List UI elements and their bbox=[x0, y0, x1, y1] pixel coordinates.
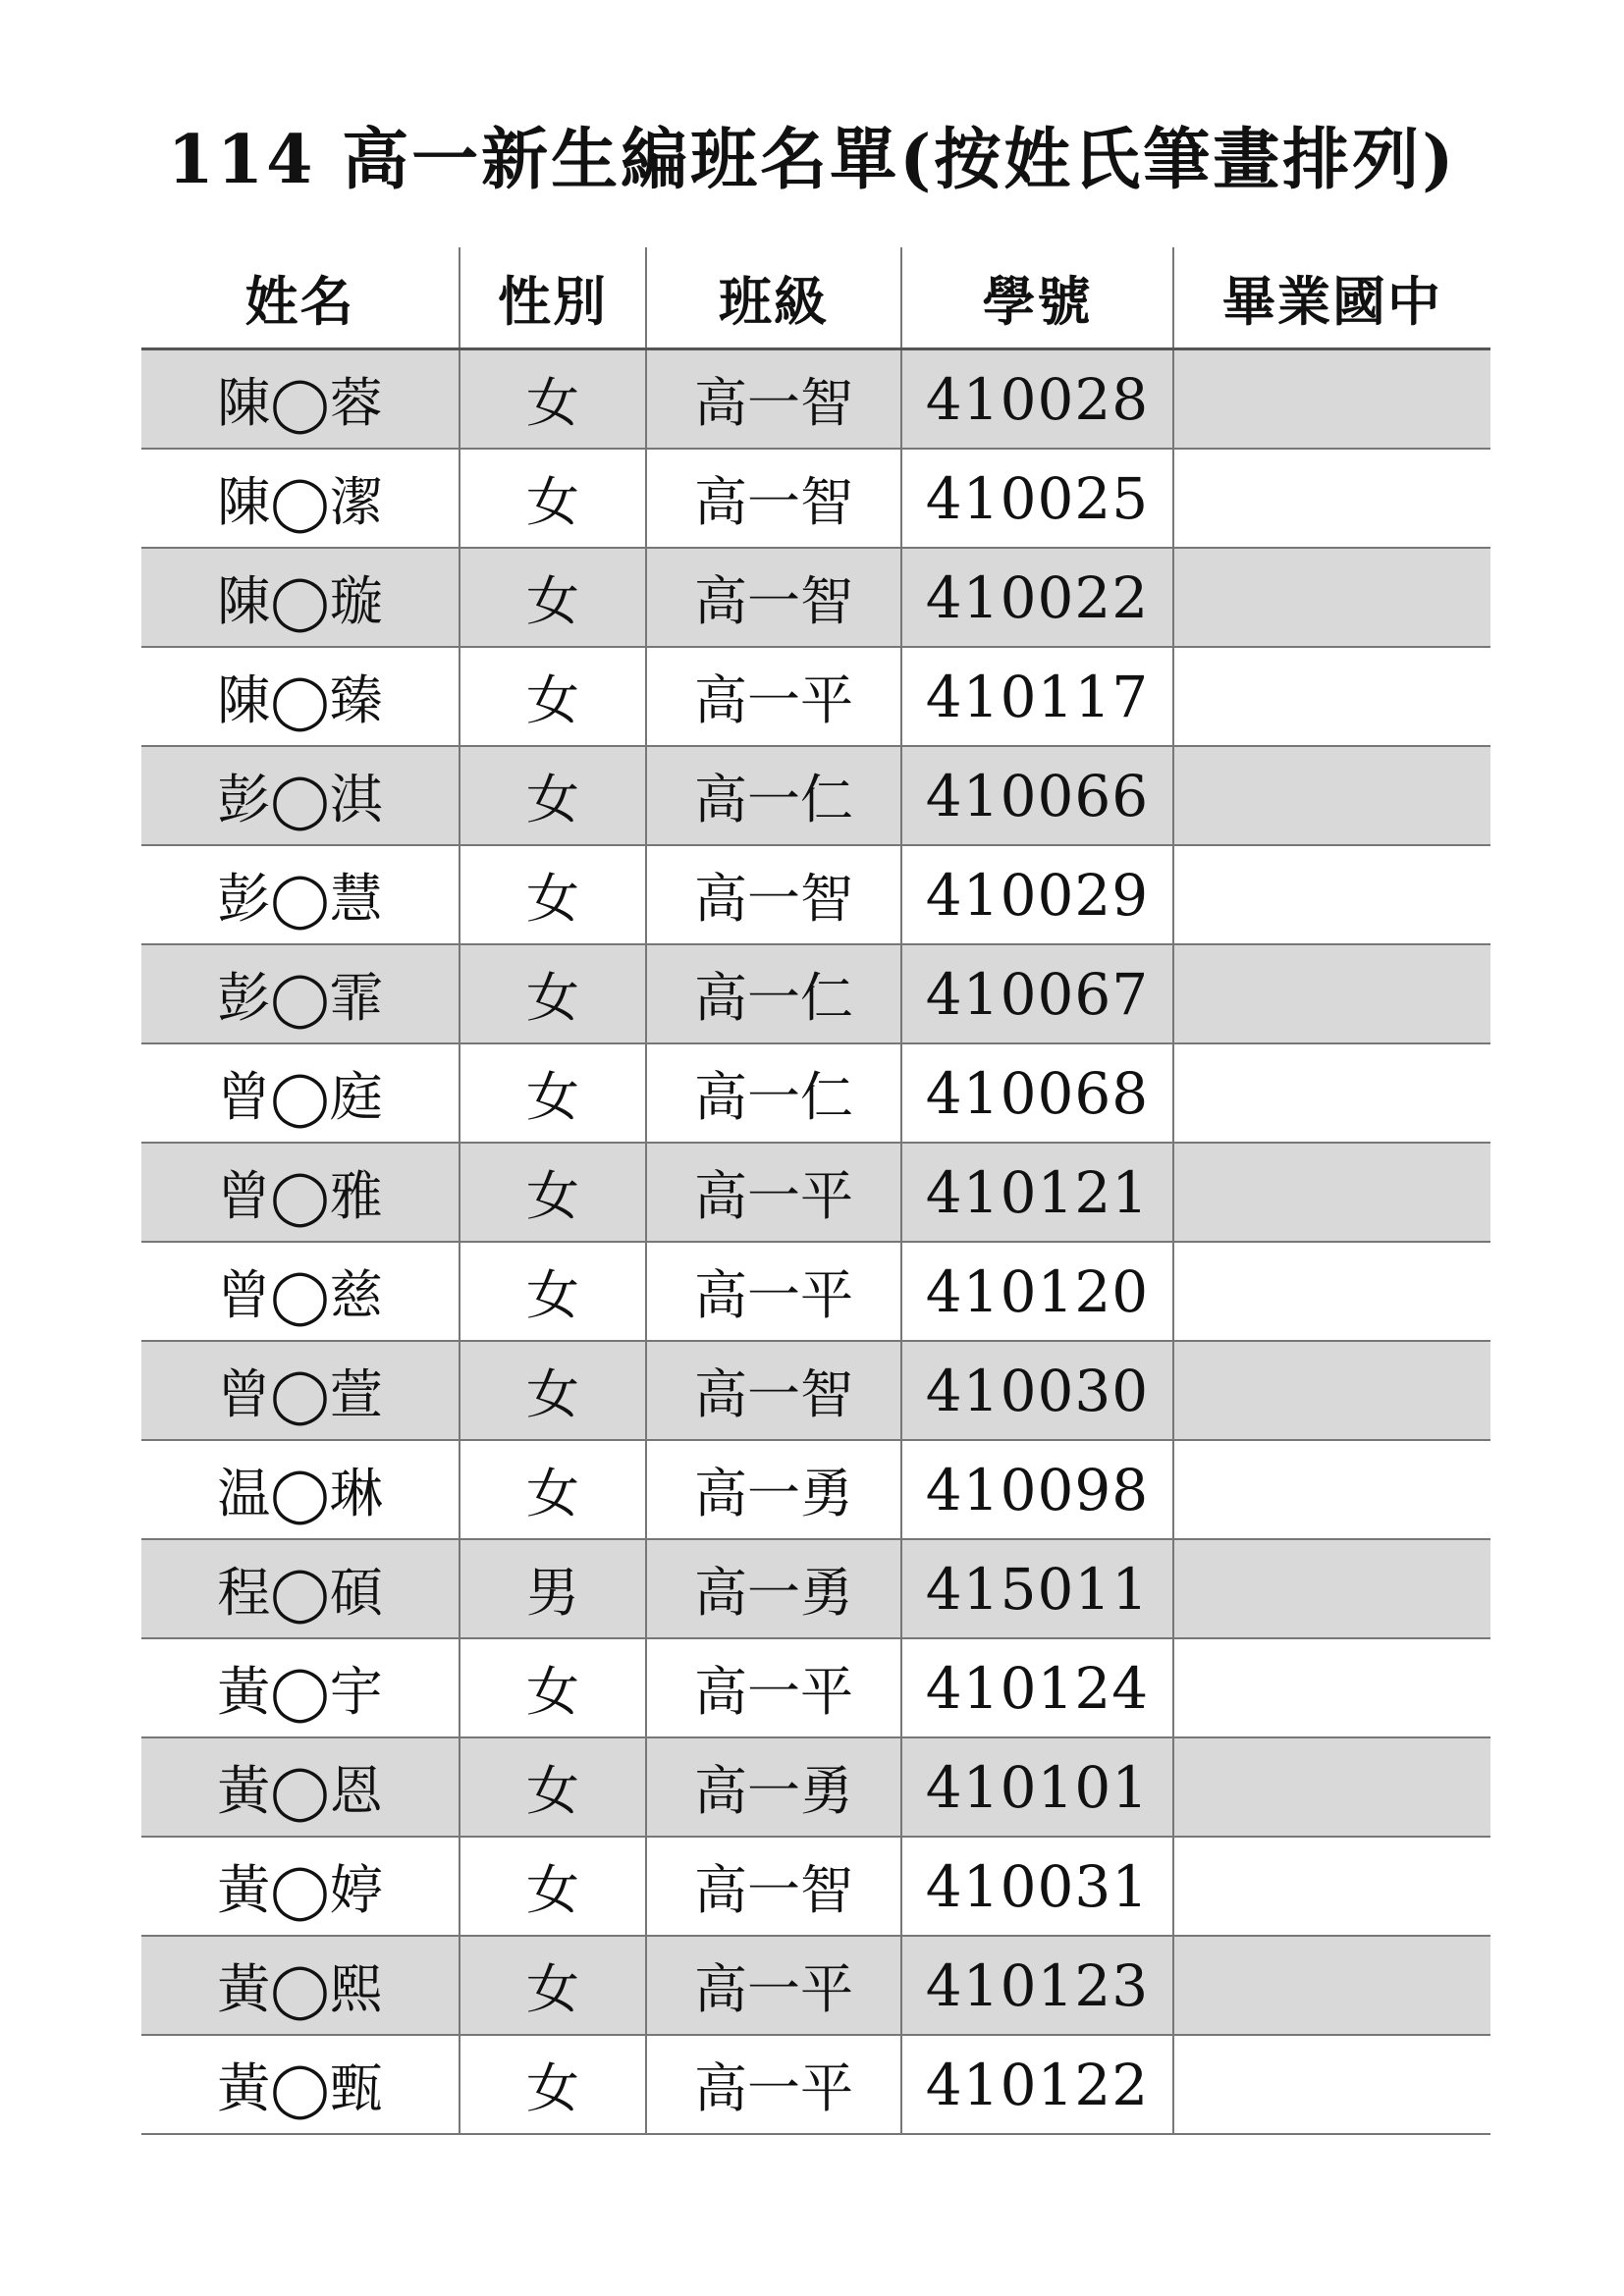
cell-class: 高一仁 bbox=[646, 746, 901, 845]
cell-name: 彭◯霏 bbox=[141, 944, 460, 1043]
cell-junior-high bbox=[1173, 1936, 1490, 2035]
cell-class: 高一智 bbox=[646, 1837, 901, 1936]
cell-student-id: 410022 bbox=[901, 548, 1173, 647]
cell-student-id: 410121 bbox=[901, 1143, 1173, 1242]
cell-class: 高一勇 bbox=[646, 1539, 901, 1638]
cell-class: 高一智 bbox=[646, 845, 901, 944]
cell-junior-high bbox=[1173, 1043, 1490, 1143]
cell-name: 程◯碩 bbox=[141, 1539, 460, 1638]
table-row bbox=[141, 845, 1490, 944]
cell-class: 高一平 bbox=[646, 1936, 901, 2035]
cell-name: 彭◯淇 bbox=[141, 746, 460, 845]
cell-class: 高一勇 bbox=[646, 1440, 901, 1539]
cell-gender: 女 bbox=[460, 2035, 646, 2134]
cell-gender: 女 bbox=[460, 746, 646, 845]
cell-junior-high bbox=[1173, 647, 1490, 746]
table-row bbox=[141, 1539, 1490, 1638]
table-row bbox=[141, 548, 1490, 647]
cell-student-id: 415011 bbox=[901, 1539, 1173, 1638]
cell-name: 曾◯萱 bbox=[141, 1341, 460, 1440]
cell-name: 曾◯庭 bbox=[141, 1043, 460, 1143]
cell-gender: 女 bbox=[460, 845, 646, 944]
table-body bbox=[141, 349, 1490, 2135]
cell-junior-high bbox=[1173, 2035, 1490, 2134]
header-student-id: 學號 bbox=[901, 247, 1173, 349]
cell-junior-high bbox=[1173, 1638, 1490, 1737]
cell-student-id: 410123 bbox=[901, 1936, 1173, 2035]
cell-name: 彭◯慧 bbox=[141, 845, 460, 944]
cell-junior-high bbox=[1173, 845, 1490, 944]
header-row bbox=[141, 247, 1490, 349]
cell-name: 黃◯熙 bbox=[141, 1936, 460, 2035]
cell-gender: 女 bbox=[460, 349, 646, 450]
table-row bbox=[141, 449, 1490, 548]
cell-student-id: 410117 bbox=[901, 647, 1173, 746]
header-gender: 性別 bbox=[460, 247, 646, 349]
cell-junior-high bbox=[1173, 1737, 1490, 1837]
cell-name: 黃◯恩 bbox=[141, 1737, 460, 1837]
cell-junior-high bbox=[1173, 746, 1490, 845]
table-row bbox=[141, 1341, 1490, 1440]
cell-class: 高一智 bbox=[646, 449, 901, 548]
cell-student-id: 410122 bbox=[901, 2035, 1173, 2134]
table-row bbox=[141, 349, 1490, 450]
cell-student-id: 410101 bbox=[901, 1737, 1173, 1837]
cell-class: 高一仁 bbox=[646, 1043, 901, 1143]
table-row bbox=[141, 944, 1490, 1043]
cell-gender: 女 bbox=[460, 548, 646, 647]
cell-junior-high bbox=[1173, 1539, 1490, 1638]
cell-class: 高一平 bbox=[646, 1242, 901, 1341]
cell-junior-high bbox=[1173, 1242, 1490, 1341]
cell-name: 曾◯雅 bbox=[141, 1143, 460, 1242]
cell-student-id: 410124 bbox=[901, 1638, 1173, 1737]
table-row bbox=[141, 2035, 1490, 2134]
table-row bbox=[141, 647, 1490, 746]
cell-student-id: 410030 bbox=[901, 1341, 1173, 1440]
cell-name: 陳◯璇 bbox=[141, 548, 460, 647]
cell-gender: 女 bbox=[460, 944, 646, 1043]
cell-name: 黃◯宇 bbox=[141, 1638, 460, 1737]
cell-gender: 女 bbox=[460, 1143, 646, 1242]
cell-student-id: 410029 bbox=[901, 845, 1173, 944]
cell-name: 陳◯蓉 bbox=[141, 349, 460, 450]
cell-student-id: 410068 bbox=[901, 1043, 1173, 1143]
cell-junior-high bbox=[1173, 1341, 1490, 1440]
cell-gender: 女 bbox=[460, 1638, 646, 1737]
cell-name: 黃◯婷 bbox=[141, 1837, 460, 1936]
cell-student-id: 410120 bbox=[901, 1242, 1173, 1341]
cell-class: 高一智 bbox=[646, 548, 901, 647]
cell-gender: 女 bbox=[460, 1837, 646, 1936]
cell-gender: 女 bbox=[460, 647, 646, 746]
cell-name: 陳◯潔 bbox=[141, 449, 460, 548]
cell-gender: 女 bbox=[460, 1737, 646, 1837]
cell-student-id: 410067 bbox=[901, 944, 1173, 1043]
cell-junior-high bbox=[1173, 1440, 1490, 1539]
cell-gender: 女 bbox=[460, 1936, 646, 2035]
cell-student-id: 410031 bbox=[901, 1837, 1173, 1936]
cell-junior-high bbox=[1173, 1143, 1490, 1242]
student-roster-table bbox=[141, 247, 1490, 2135]
header-junior-high: 畢業國中 bbox=[1173, 247, 1490, 349]
cell-class: 高一平 bbox=[646, 2035, 901, 2134]
cell-junior-high bbox=[1173, 944, 1490, 1043]
cell-gender: 女 bbox=[460, 1341, 646, 1440]
cell-junior-high bbox=[1173, 349, 1490, 450]
cell-student-id: 410028 bbox=[901, 349, 1173, 450]
cell-name: 曾◯慈 bbox=[141, 1242, 460, 1341]
header-name: 姓名 bbox=[141, 247, 460, 349]
cell-class: 高一平 bbox=[646, 647, 901, 746]
cell-class: 高一平 bbox=[646, 1638, 901, 1737]
table-row bbox=[141, 1936, 1490, 2035]
page-title: 114 高一新生編班名單(按姓氏筆畫排列) bbox=[167, 121, 1457, 199]
table-row bbox=[141, 1242, 1490, 1341]
cell-class: 高一平 bbox=[646, 1143, 901, 1242]
cell-class: 高一智 bbox=[646, 349, 901, 450]
header-class: 班級 bbox=[646, 247, 901, 349]
cell-student-id: 410098 bbox=[901, 1440, 1173, 1539]
cell-student-id: 410025 bbox=[901, 449, 1173, 548]
cell-gender: 女 bbox=[460, 1043, 646, 1143]
cell-gender: 女 bbox=[460, 1440, 646, 1539]
cell-gender: 女 bbox=[460, 449, 646, 548]
table-row bbox=[141, 1837, 1490, 1936]
table-row bbox=[141, 1143, 1490, 1242]
cell-name: 温◯琳 bbox=[141, 1440, 460, 1539]
cell-class: 高一智 bbox=[646, 1341, 901, 1440]
cell-junior-high bbox=[1173, 548, 1490, 647]
cell-student-id: 410066 bbox=[901, 746, 1173, 845]
table-row bbox=[141, 1440, 1490, 1539]
table-header bbox=[141, 247, 1490, 349]
table-row bbox=[141, 746, 1490, 845]
cell-name: 陳◯臻 bbox=[141, 647, 460, 746]
cell-gender: 女 bbox=[460, 1242, 646, 1341]
cell-junior-high bbox=[1173, 1837, 1490, 1936]
cell-class: 高一勇 bbox=[646, 1737, 901, 1837]
cell-name: 黃◯甄 bbox=[141, 2035, 460, 2134]
table-row bbox=[141, 1043, 1490, 1143]
cell-class: 高一仁 bbox=[646, 944, 901, 1043]
cell-junior-high bbox=[1173, 449, 1490, 548]
table-row bbox=[141, 1737, 1490, 1837]
table-row bbox=[141, 1638, 1490, 1737]
cell-gender: 男 bbox=[460, 1539, 646, 1638]
